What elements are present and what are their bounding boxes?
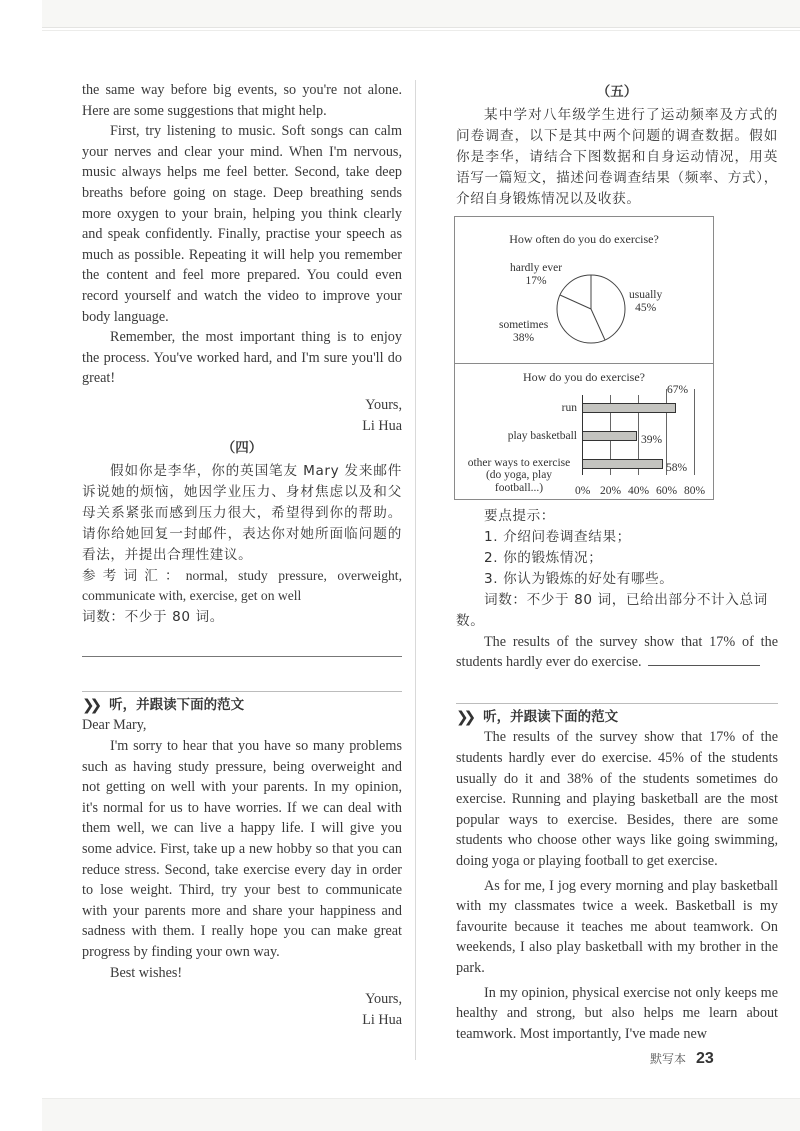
model-greeting: Dear Mary, — [82, 717, 147, 734]
letter-paragraph-2: First, try listening to music. Soft songs can calm your nerves and clear your mind. When I'm nervous, music always helps me feel better. Second, take deep breaths before going on stage. Deep breathing sends more oxygen to your brain, helping you think clearly and speak confidently. Finally, practise your speech as much as possible. Repeating it will help you remember the content and feel more prepared. You could even record yourself and watch the video to improve your body language. — [82, 123, 402, 325]
x-tick-80: 80% — [684, 484, 706, 497]
listen-header — [82, 695, 402, 716]
right-column — [456, 80, 778, 1044]
model-paragraph-1: The results of the survey show that 17% of the students hardly ever do exercise. 45% of the students usually do it and 38% of the students sometimes do exercise. Running and playing basketball are the most popular ways to exercise. Besides, there are some students who choose other ways like going swimming, doing yoga or playing football to get exercise. — [456, 729, 778, 869]
bar-run — [582, 403, 676, 413]
model-closing: Yours, — [365, 991, 402, 1008]
tip-2: 2. 你的锻炼情况； — [484, 549, 603, 566]
section-divider-right — [456, 703, 778, 704]
model-wishes: Best wishes! — [110, 964, 183, 981]
column-divider — [415, 80, 416, 1060]
pie-chart-title: How often do you do exercise? — [509, 231, 659, 246]
listen-header-label: 听，并跟读下面的范文 — [109, 696, 245, 713]
bar-label-other: other ways to exercise (do yoga, play football...) — [467, 456, 571, 494]
survey-charts — [454, 216, 714, 500]
bar-label-run: run — [561, 401, 577, 414]
bar-value-other: 58% — [666, 461, 688, 474]
listen-header-label: 听，并跟读下面的范文 — [483, 708, 619, 725]
pie-label-usually: usually 45% — [629, 288, 663, 314]
x-tick-20: 20% — [600, 484, 622, 497]
pie-label-sometimes: sometimes 38% — [499, 318, 549, 344]
letter-paragraph-1: the same way before big events, so you're not alone. Here are some suggestions that might help. — [82, 82, 402, 119]
bar-label-basketball: play basketball — [507, 429, 577, 442]
tips-title: 要点提示： — [484, 507, 555, 524]
model-paragraph-2: As for me, I jog every morning and play basketball with my classmates twice a week. Basketball is my favourite because it teaches me about teamwork. On weekends, I also play basketball with my brother in the park. — [456, 877, 778, 976]
letter-paragraph-3: Remember, the most important thing is to enjoy the process. You've worked hard, and I'm sure you'll do great! — [82, 329, 402, 387]
pie-label-hardly-ever: hardly ever 17% — [510, 261, 563, 287]
model-signature: Li Hua — [362, 1011, 402, 1028]
x-tick-60: 60% — [656, 484, 678, 497]
listen-header-right — [456, 707, 778, 728]
left-column — [82, 80, 402, 1030]
bar-grid-80 — [694, 389, 695, 475]
page-bottom-band — [42, 1098, 800, 1131]
model-paragraph-3: In my opinion, physical exercise not only keeps me healthy and strong, but also helps me learn about teamwork. Most importantly, I've made new — [456, 984, 778, 1042]
tip-3: 3. 你认为锻炼的好处有哪些。 — [484, 570, 674, 587]
double-chevron-icon: ❯❯ — [82, 695, 98, 714]
x-tick-40: 40% — [628, 484, 650, 497]
model-body: I'm sorry to hear that you have so many problems such as having study pressure, being overweight and not getting on well with your parents. In my opinion, it's normal for us to have worries. If we can deal with them well, we can live a happy life. I will give you some advice. First, take up a new hobby so that you can reduce stress. Second, take exercise every day in order to lose weight. Third, try your best to communicate with your parents more and share your happiness and sadness with them. I really hope you can make great progress by finding your own way. — [82, 738, 402, 960]
section-4-word-count: 词数：不少于 80 词。 — [82, 608, 224, 625]
section-5-title: （五） — [596, 84, 638, 100]
chart-separator — [455, 363, 713, 364]
page-footer — [650, 1050, 714, 1068]
footer-label: 默写本 — [650, 1052, 687, 1066]
answer-blank[interactable] — [648, 652, 760, 666]
bar-value-basketball: 39% — [641, 433, 663, 446]
letter-closing: Yours, — [365, 396, 402, 413]
section-4-prompt: 假如你是李华，你的英国笔友 Mary 发来邮件诉说她的烦恼，她因学业压力、身材焦虑以及和父母关系紧张而感到压力很大，希望得到你的帮助。请你给她回复一封邮件，表达你对她所面临问题的看法，并提出合理性建议。 — [82, 462, 402, 563]
bar-chart-title: How do you do exercise? — [523, 369, 645, 384]
section-5-starter: The results of the survey show that 17% of the students hardly ever do exercise. — [456, 633, 778, 671]
page-top-rule — [42, 30, 800, 31]
section-4-vocab: 参考词汇：normal, study pressure, overweight, communicate with, exercise, get on well — [82, 567, 402, 604]
bar-value-run: 67% — [667, 383, 689, 396]
double-chevron-icon: ❯❯ — [456, 707, 472, 726]
section-4-title: （四） — [221, 440, 263, 457]
bar-basketball — [582, 431, 637, 441]
letter-signature: Li Hua — [362, 417, 402, 434]
page-number: 23 — [696, 1050, 714, 1067]
section-5-prompt: 某中学对八年级学生进行了运动频率及方式的问卷调查，以下是其中两个问题的调查数据。假如你是李华，请结合下图数据和自身运动情况，用英语写一篇短文，描述问卷调查结果（频率、方式），介绍自身锻炼情况以及收获。 — [456, 106, 778, 207]
page-top-band — [42, 0, 800, 28]
x-tick-0: 0% — [575, 484, 591, 497]
bar-other — [582, 459, 663, 469]
pie-chart — [555, 273, 627, 345]
tip-1: 1. 介绍问卷调查结果； — [484, 528, 631, 545]
section-5-word-count: 词数：不少于 80 词，已给出部分不计入总词数。 — [456, 591, 768, 629]
section-divider — [82, 691, 402, 692]
